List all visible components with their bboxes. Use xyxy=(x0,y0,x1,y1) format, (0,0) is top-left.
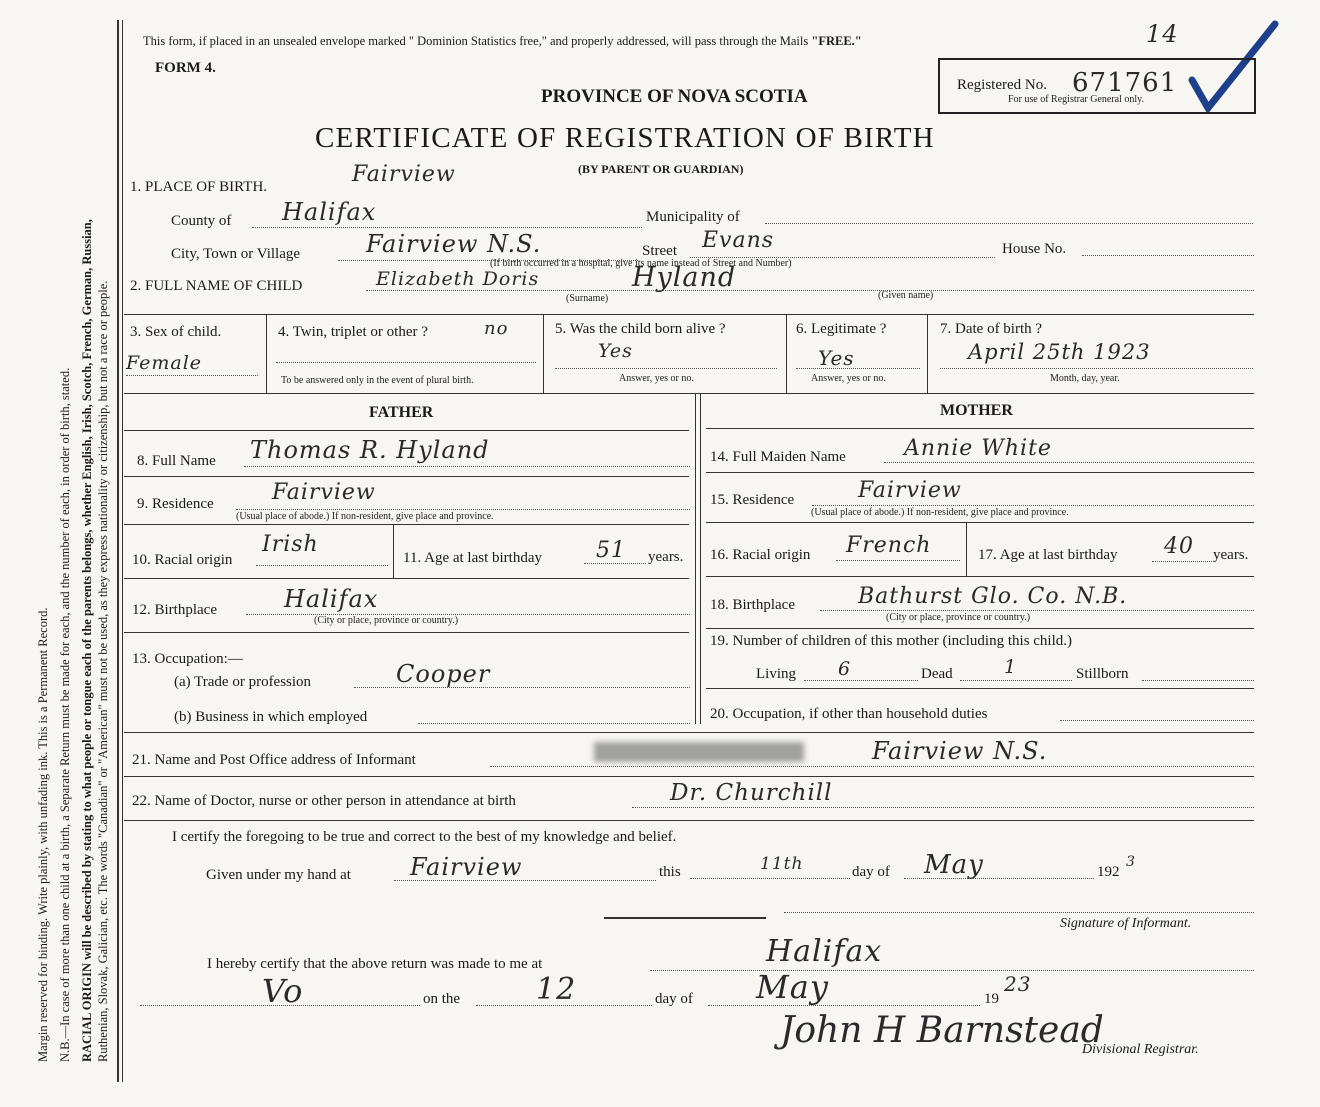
corner-number: 14 xyxy=(1146,20,1179,48)
living-value: 6 xyxy=(838,658,852,680)
mother-years-label: years. xyxy=(1213,547,1249,563)
informant-redaction xyxy=(594,742,804,762)
mother-heading: MOTHER xyxy=(940,402,1013,419)
cert-year-prefix: 192 xyxy=(1097,864,1120,880)
trade-label: (a) Trade or profession xyxy=(174,674,312,690)
registrar-place-value: Halifax xyxy=(766,934,883,969)
father-age-label: 11. Age at last birthday xyxy=(403,550,542,566)
margin-rule-2 xyxy=(122,20,123,1082)
father-birthplace-note: (City or place, province or country.) xyxy=(314,615,459,626)
informant-signature-caption: Signature of Informant. xyxy=(1060,916,1192,931)
mother-race-value: French xyxy=(846,533,932,558)
city-value: Fairview N.S. xyxy=(366,230,542,258)
registrar-statement: I hereby certify that the above return was made to me at xyxy=(207,956,543,972)
dead-value: 1 xyxy=(1004,656,1018,678)
margin-rule xyxy=(117,20,119,1082)
born-alive-note: Answer, yes or no. xyxy=(619,373,694,384)
trade-value: Cooper xyxy=(396,660,491,688)
registrar-year-suffix: 23 xyxy=(1004,972,1032,996)
certificate-subtitle: (BY PARENT OR GUARDIAN) xyxy=(578,162,744,176)
dob-value: April 25th 1923 xyxy=(968,340,1151,364)
father-residence-note: (Usual place of abode.) If non-resident, give place and province. xyxy=(236,511,494,522)
born-alive-label: 5. Was the child born alive ? xyxy=(555,321,726,337)
registrar-day-of-label: day of xyxy=(655,991,693,1007)
mother-residence-note: (Usual place of abode.) If non-resident, give place and province. xyxy=(811,507,1069,518)
father-years-label: years. xyxy=(648,549,684,565)
mother-race-label: 16. Racial origin xyxy=(710,547,811,563)
born-alive-value: Yes xyxy=(598,340,633,362)
business-label: (b) Business in which employed xyxy=(174,709,368,725)
mother-name-label: 14. Full Maiden Name xyxy=(710,449,846,465)
informant-value: Fairview N.S. xyxy=(872,737,1048,765)
father-residence-value: Fairview xyxy=(272,480,376,505)
mother-birthplace-note: (City or place, province or country.) xyxy=(886,612,1031,623)
father-birthplace-label: 12. Birthplace xyxy=(132,602,217,618)
father-heading: FATHER xyxy=(369,404,434,421)
occupation-label: 13. Occupation:— xyxy=(132,651,243,667)
mother-age-value: 40 xyxy=(1164,534,1194,559)
street-value: Evans xyxy=(702,228,775,253)
given-under-label: Given under my hand at xyxy=(206,867,351,883)
registrar-use-note: For use of Registrar General only. xyxy=(1008,94,1144,105)
father-name-label: 8. Full Name xyxy=(137,453,216,469)
legitimate-value: Yes xyxy=(818,346,855,370)
father-race-value: Irish xyxy=(262,532,319,557)
legitimate-note: Answer, yes or no. xyxy=(811,373,886,384)
dob-note: Month, day, year. xyxy=(1050,373,1120,384)
registrar-signature: John H Barnstead xyxy=(780,1010,1104,1051)
father-age-value: 51 xyxy=(596,538,626,563)
this-label: this xyxy=(659,864,681,880)
twin-label: 4. Twin, triplet or other ? xyxy=(278,324,428,340)
mother-birthplace-value: Bathurst Glo. Co. N.B. xyxy=(858,584,1128,609)
house-no-label: House No. xyxy=(1002,241,1067,257)
province-heading: PROVINCE OF NOVA SCOTIA xyxy=(541,86,808,107)
mother-residence-value: Fairview xyxy=(858,478,962,503)
registrar-month-value: May xyxy=(756,968,829,1006)
father-race-label: 10. Racial origin xyxy=(132,552,233,568)
city-label: City, Town or Village xyxy=(171,246,301,262)
mother-occupation-label: 20. Occupation, if other than household duties xyxy=(710,706,988,722)
father-name-value: Thomas R. Hyland xyxy=(250,436,490,464)
cert-day-of-label: day of xyxy=(852,864,890,880)
informant-label: 21. Name and Post Office address of Informant xyxy=(132,752,416,768)
margin-note-3: RACIAL ORIGIN will be described by stating to what people or tongue each of the parents belongs, whether English, Irish, Scotch, French, German, Russian, xyxy=(80,219,94,1062)
on-the-label: on the xyxy=(423,991,461,1007)
margin-note-2: N.B.—In case of more than one child at a birth, a Separate Return must be made for each, and the number of each, in order of birth, stated. xyxy=(58,367,72,1062)
place-of-birth-value: Fairview xyxy=(352,162,456,187)
mother-residence-label: 15. Residence xyxy=(710,492,795,508)
registrar-left-value: Vo xyxy=(262,972,304,1010)
mother-name-value: Annie White xyxy=(904,436,1052,461)
stillborn-label: Stillborn xyxy=(1076,666,1129,682)
municipality-label: Municipality of xyxy=(646,209,740,225)
children-count-label: 19. Number of children of this mother (including this child.) xyxy=(710,633,1073,649)
mail-notice: This form, if placed in an unsealed envelope marked " Dominion Statistics free," and properly addressed, will pass through the Mails "FREE." xyxy=(143,34,862,48)
father-birthplace-value: Halifax xyxy=(284,585,379,613)
registered-number: 671761 xyxy=(1072,68,1178,98)
registered-label: Registered No. xyxy=(957,77,1047,93)
hospital-note: (If birth occurred in a hospital, give its name instead of Street and Number) xyxy=(490,258,792,269)
doctor-value: Dr. Churchill xyxy=(670,780,833,806)
registrar-caption: Divisional Registrar. xyxy=(1082,1042,1199,1057)
county-value: Halifax xyxy=(282,198,377,226)
margin-note-4: Ruthenian, Slovak, Galician, etc. The words "Canadian" or "American" must not be used, as they express nationality or citizenship, but not a race or people. xyxy=(96,280,110,1062)
registrar-day-value: 12 xyxy=(536,972,577,1007)
county-label: County of xyxy=(171,213,232,229)
mother-birthplace-label: 18. Birthplace xyxy=(710,597,795,613)
cert-year-suffix: 3 xyxy=(1126,854,1136,870)
given-place-value: Fairview xyxy=(410,853,523,881)
given-name-caption: (Given name) xyxy=(878,290,934,301)
form-number: FORM 4. xyxy=(155,60,216,76)
legitimate-label: 6. Legitimate ? xyxy=(796,321,887,337)
mother-age-label: 17. Age at last birthday xyxy=(978,547,1118,563)
cert-month-value: May xyxy=(924,850,984,880)
sex-value: Female xyxy=(126,352,203,374)
certify-statement: I certify the foregoing to be true and correct to the best of my knowledge and belief. xyxy=(172,829,677,845)
margin-note-1: Margin reserved for binding. Write plainly, with unfading ink. This is a Permanent Record. xyxy=(36,607,50,1062)
child-given-value: Elizabeth Doris xyxy=(376,268,540,290)
sex-label: 3. Sex of child. xyxy=(130,324,222,340)
place-of-birth-label: 1. PLACE OF BIRTH. xyxy=(130,179,268,195)
doctor-label: 22. Name of Doctor, nurse or other person in attendance at birth xyxy=(132,793,516,809)
living-label: Living xyxy=(756,666,796,682)
street-label: Street xyxy=(642,243,677,259)
registrar-year-prefix: 19 xyxy=(984,991,999,1007)
child-surname-value: Hyland xyxy=(632,262,737,293)
twin-note: To be answered only in the event of plural birth. xyxy=(281,375,474,386)
surname-caption: (Surname) xyxy=(566,293,609,304)
this-day-value: 11th xyxy=(760,854,804,874)
father-residence-label: 9. Residence xyxy=(137,496,214,512)
child-name-label: 2. FULL NAME OF CHILD xyxy=(130,278,303,294)
dead-label: Dead xyxy=(921,666,953,682)
certificate-title: CERTIFICATE OF REGISTRATION OF BIRTH xyxy=(315,122,935,154)
twin-value: no xyxy=(484,318,509,339)
dob-label: 7. Date of birth ? xyxy=(940,321,1043,337)
